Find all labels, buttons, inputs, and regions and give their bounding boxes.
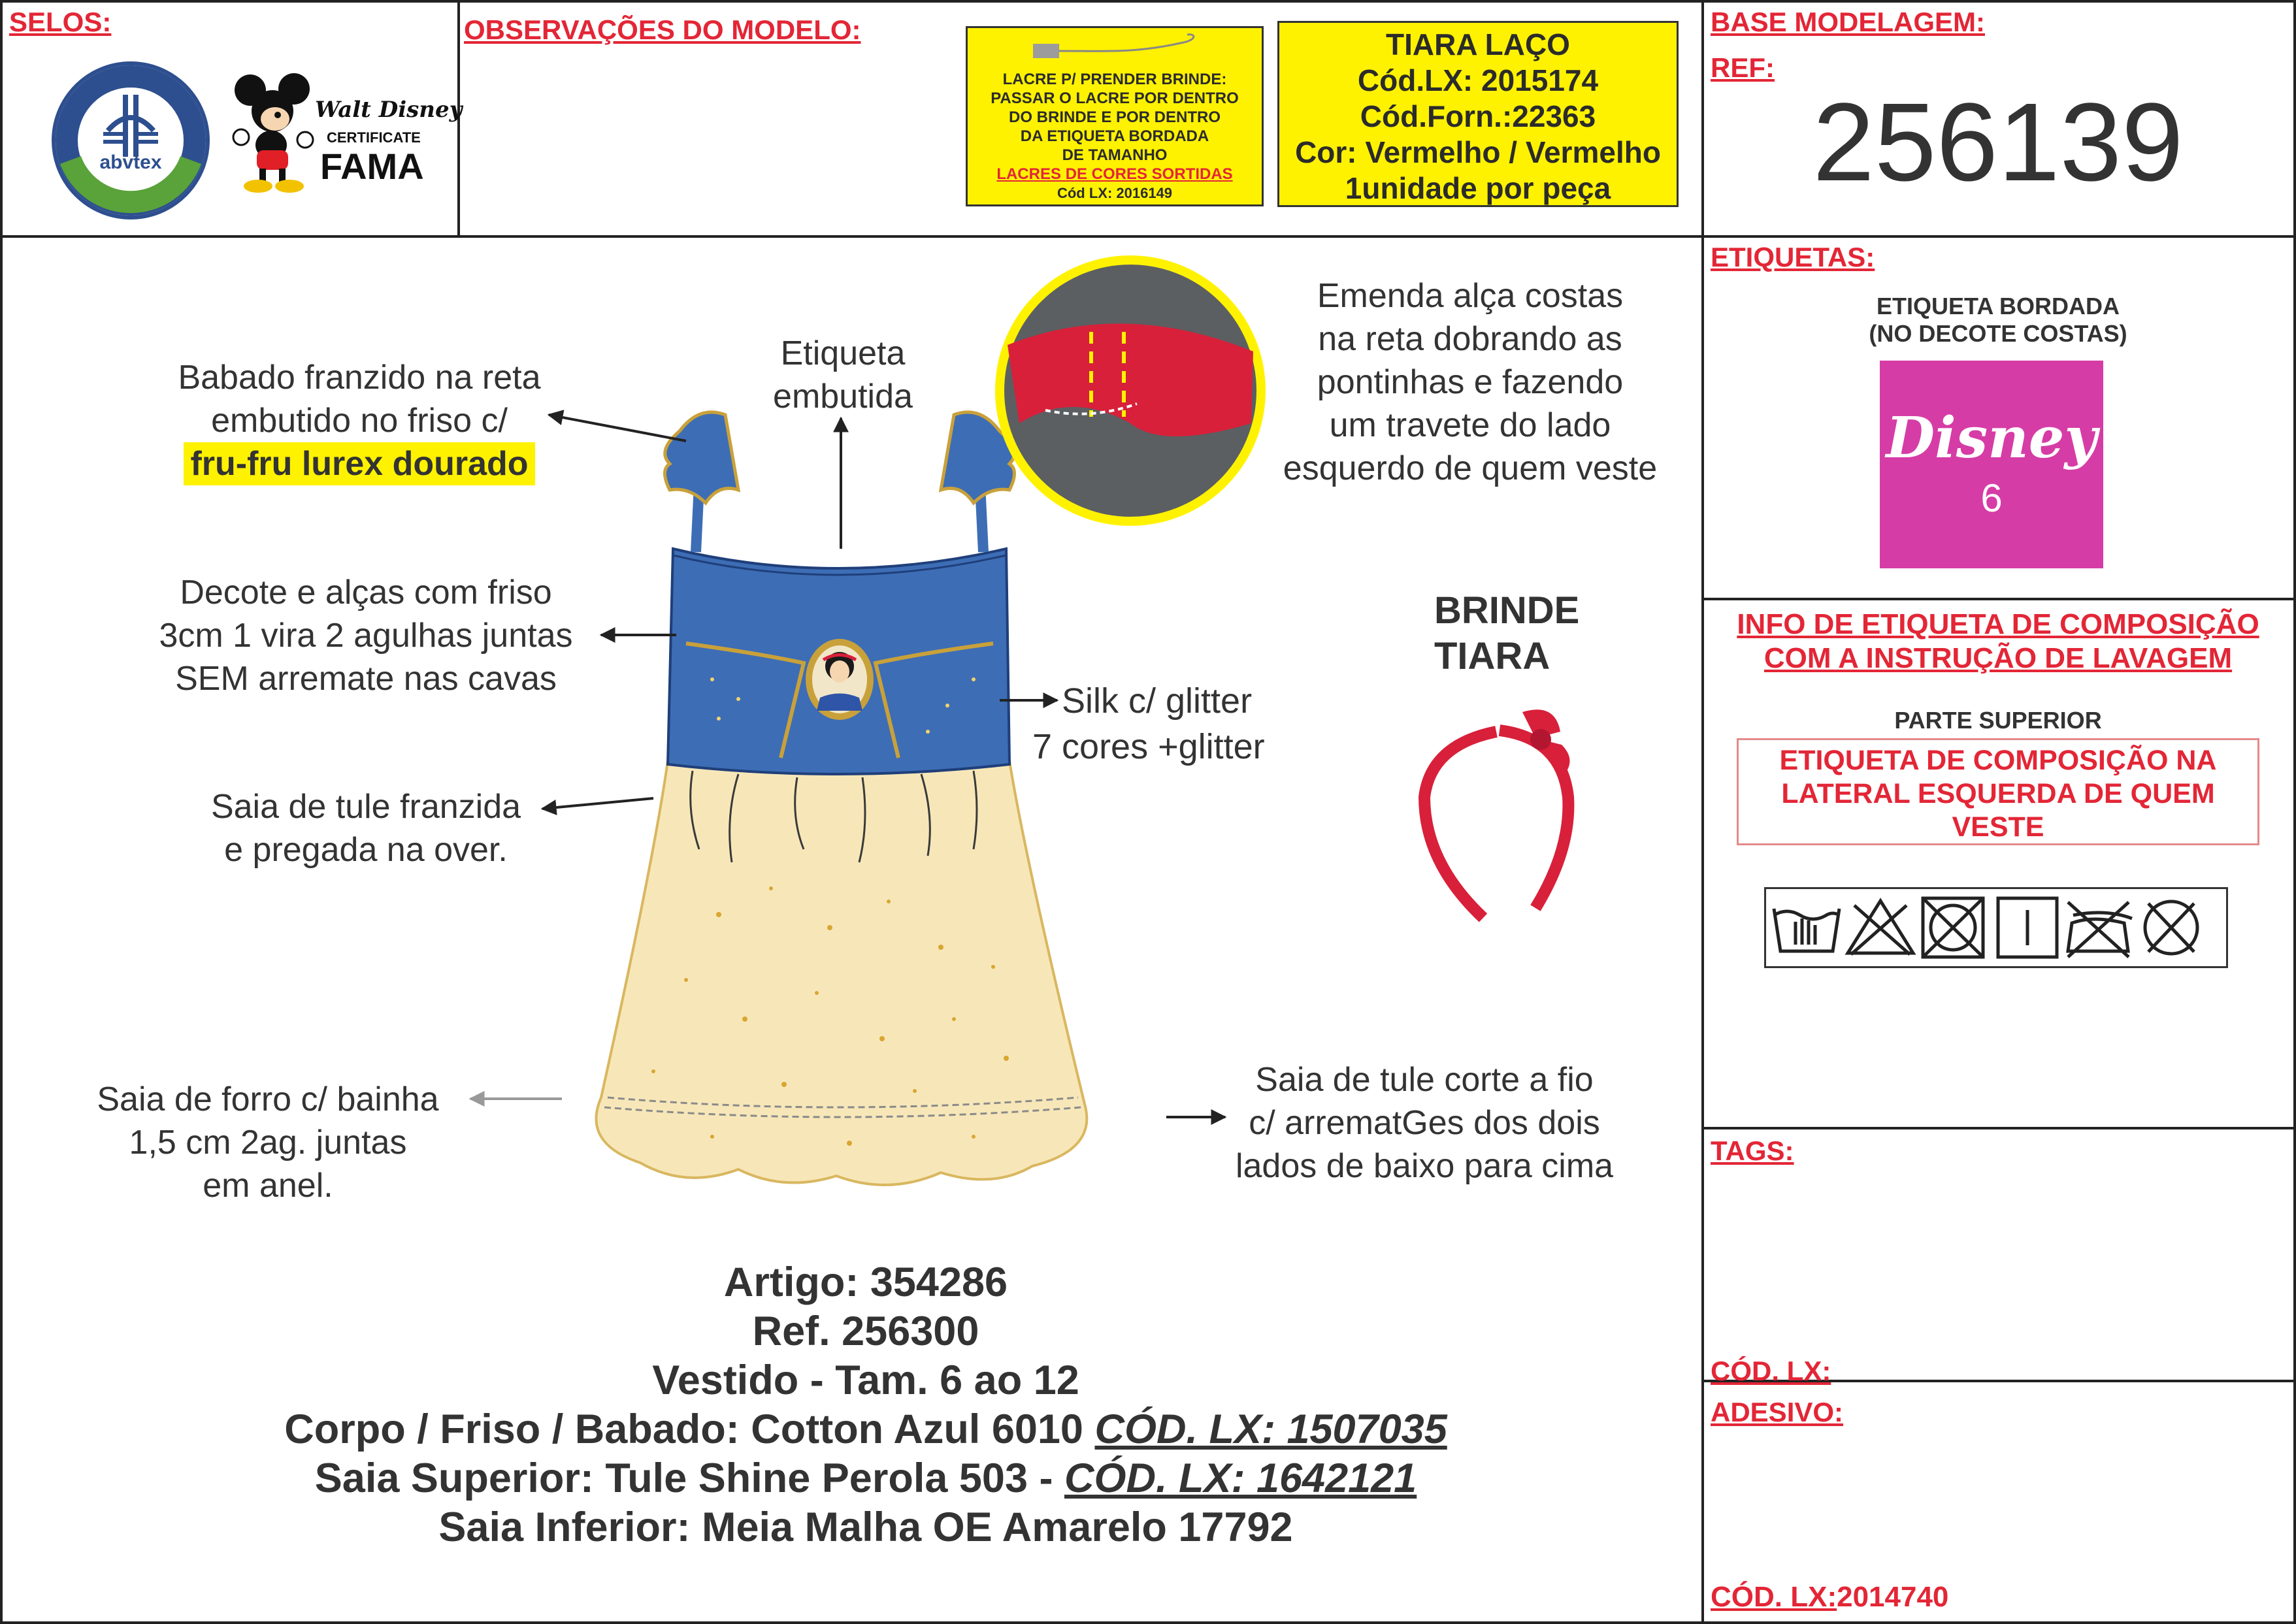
care-symbols — [1764, 887, 2228, 968]
adesivo-title: ADESIVO: — [1711, 1397, 1844, 1427]
emenda-line-2: na reta dobrando as — [1318, 320, 1622, 358]
line-dry-icon — [1998, 898, 2057, 957]
composicao-line-3: VESTE — [1952, 811, 2044, 843]
saia-forro-line-3: em anel. — [203, 1167, 333, 1205]
selos-title: SELOS: — [9, 7, 112, 37]
emenda-line-5: esquerdo de quem veste — [1283, 449, 1658, 487]
emenda-line-4: um travete do lado — [1329, 406, 1611, 444]
sidebar-line-2 — [1701, 1127, 2296, 1129]
etiqueta-note — [738, 332, 947, 418]
composicao-line-2: LATERAL ESQUERDA DE QUEM — [1781, 778, 2215, 809]
tiara-line-3: Cód.Forn.:22363 — [1360, 99, 1596, 133]
frame-bottom — [0, 1621, 2296, 1624]
saia-corte-line-2: c/ arrematGes dos dois — [1249, 1104, 1600, 1142]
babado-note — [144, 356, 575, 485]
adesivo-cod-label: CÓD. LX: — [1711, 1581, 1837, 1613]
corpo-cod: CÓD. LX: 1507035 — [1094, 1406, 1447, 1452]
sidebar-line-1 — [1701, 598, 2296, 600]
decote-line-2: 3cm 1 vira 2 agulhas juntas — [159, 617, 573, 655]
ref-title: REF: — [1711, 52, 1775, 83]
babado-line-1: Babado franzido na reta — [178, 359, 541, 397]
saia-corte-note — [1196, 1058, 1653, 1188]
tiara-line-5: 1unidade por peça — [1345, 171, 1611, 205]
no-dry-clean-icon — [2145, 901, 2197, 954]
saia-tule-note — [170, 785, 562, 871]
tags-title: TAGS: — [1711, 1135, 1794, 1166]
emenda-line-3: pontinhas e fazendo — [1317, 363, 1624, 401]
saia-superior-cod: CÓD. LX: 1642121 — [1064, 1455, 1417, 1501]
composicao-line-1: ETIQUETA DE COMPOSIÇÃO NA — [1779, 745, 2217, 776]
saia-corte-line-3: lados de baixo para cima — [1235, 1147, 1614, 1185]
brinde-label — [1434, 588, 1579, 679]
emenda-note — [1241, 274, 1699, 490]
tiara-line-2: Cód.LX: 2015174 — [1357, 63, 1599, 97]
etiqueta-line-2: embutida — [773, 378, 913, 415]
info-composicao-title — [1704, 608, 2292, 675]
tags-cod-lx: CÓD. LX: — [1711, 1356, 1831, 1386]
hand-wash-icon — [1774, 909, 1839, 951]
adesivo-cod-lx — [1711, 1581, 1948, 1614]
tiara-line-4: Cor: Vermelho / Vermelho — [1295, 135, 1661, 169]
fama-text: FAMA — [320, 146, 424, 187]
saia-corte-line-1: Saia de tule corte a fio — [1255, 1061, 1594, 1099]
base-modelagem-title: BASE MODELAGEM: — [1711, 7, 1985, 37]
info-line-2: COM A INSTRUÇÃO DE LAVAGEM — [1763, 642, 2233, 674]
tiara-line-1: TIARA LAÇO — [1386, 27, 1570, 61]
lacre-line-2: PASSAR O LACRE POR DENTRO — [991, 89, 1239, 107]
observacoes-title: OBSERVAÇÕES DO MODELO: — [464, 14, 861, 45]
disney-label-size: 6 — [1980, 476, 2003, 520]
etiquetas-title: ETIQUETAS: — [1711, 242, 1875, 272]
saia-inferior-line: Saia Inferior: Meia Malha OE Amarelo 17792 — [438, 1504, 1293, 1550]
babado-highlight: fru-fru lurex dourado — [184, 442, 534, 485]
etiqueta-bordada-line-2: (NO DECOTE COSTAS) — [1869, 320, 2127, 347]
no-tumble-dry-icon — [1923, 898, 1983, 957]
ref-line: Ref. 256300 — [752, 1308, 979, 1354]
abvtex-name: abvtex — [99, 152, 162, 173]
ref-number: 256139 — [1812, 80, 2184, 204]
saia-forro-note — [65, 1078, 470, 1207]
specifications — [131, 1258, 1601, 1552]
silk-note — [1032, 678, 1307, 770]
vestido-line: Vestido - Tam. 6 ao 12 — [652, 1357, 1079, 1403]
saia-forro-line-2: 1,5 cm 2ag. juntas — [129, 1124, 407, 1161]
lacre-line-3: DO BRINDE E POR DENTRO — [1008, 108, 1221, 126]
lacre-line-1: LACRE P/ PRENDER BRINDE: — [1002, 71, 1227, 88]
lacre-line-4: DA ETIQUETA BORDADA — [1020, 127, 1209, 145]
no-iron-icon — [2068, 902, 2132, 957]
walt-disney-logo: Walt Disney — [315, 97, 463, 123]
saia-superior-text: Saia Superior: Tule Shine Perola 503 - — [314, 1455, 1064, 1501]
decote-line-1: Decote e alças com friso — [180, 574, 552, 611]
brinde-line-2: TIARA — [1434, 635, 1550, 677]
saia-forro-line-1: Saia de forro c/ bainha — [97, 1080, 439, 1118]
silk-line-2: 7 cores +glitter — [1032, 727, 1265, 766]
no-bleach-icon — [1848, 901, 1913, 954]
emenda-line-1: Emenda alça costas — [1317, 277, 1624, 315]
info-line-1: INFO DE ETIQUETA DE COMPOSIÇÃO — [1737, 608, 2259, 640]
corpo-line — [131, 1405, 1601, 1454]
saia-superior-line — [131, 1454, 1601, 1503]
composicao-box — [1737, 738, 2259, 845]
artigo-line: Artigo: 354286 — [723, 1259, 1008, 1305]
disney-label-logo: Disney — [1886, 405, 2097, 471]
decote-line-3: SEM arremate nas cavas — [175, 660, 557, 698]
etiqueta-bordada-line-1: ETIQUETA BORDADA — [1877, 293, 2120, 319]
lacre-red-line: LACRES DE CORES SORTIDAS — [996, 165, 1233, 183]
saia-tule-line-2: e pregada na over. — [224, 831, 508, 869]
adesivo-cod-value: 2014740 — [1837, 1581, 1949, 1613]
decote-note — [118, 571, 614, 700]
etiqueta-bordada-text — [1704, 293, 2292, 348]
disney-label — [1880, 361, 2103, 568]
etiqueta-line-1: Etiqueta — [780, 334, 906, 372]
babado-line-2: embutido no friso c/ — [211, 402, 508, 440]
lacre-cod: Cód LX: 2016149 — [1057, 185, 1173, 201]
parte-superior-label: PARTE SUPERIOR — [1894, 707, 2102, 734]
brinde-line-1: BRINDE — [1434, 589, 1580, 632]
corpo-text: Corpo / Friso / Babado: Cotton Azul 6010 — [284, 1406, 1095, 1452]
silk-line-1: Silk c/ glitter — [1062, 681, 1253, 721]
lacre-line-5: DE TAMANHO — [1062, 146, 1168, 164]
certificate-text: CERTIFICATE — [327, 129, 421, 146]
saia-tule-line-1: Saia de tule franzida — [210, 788, 521, 826]
